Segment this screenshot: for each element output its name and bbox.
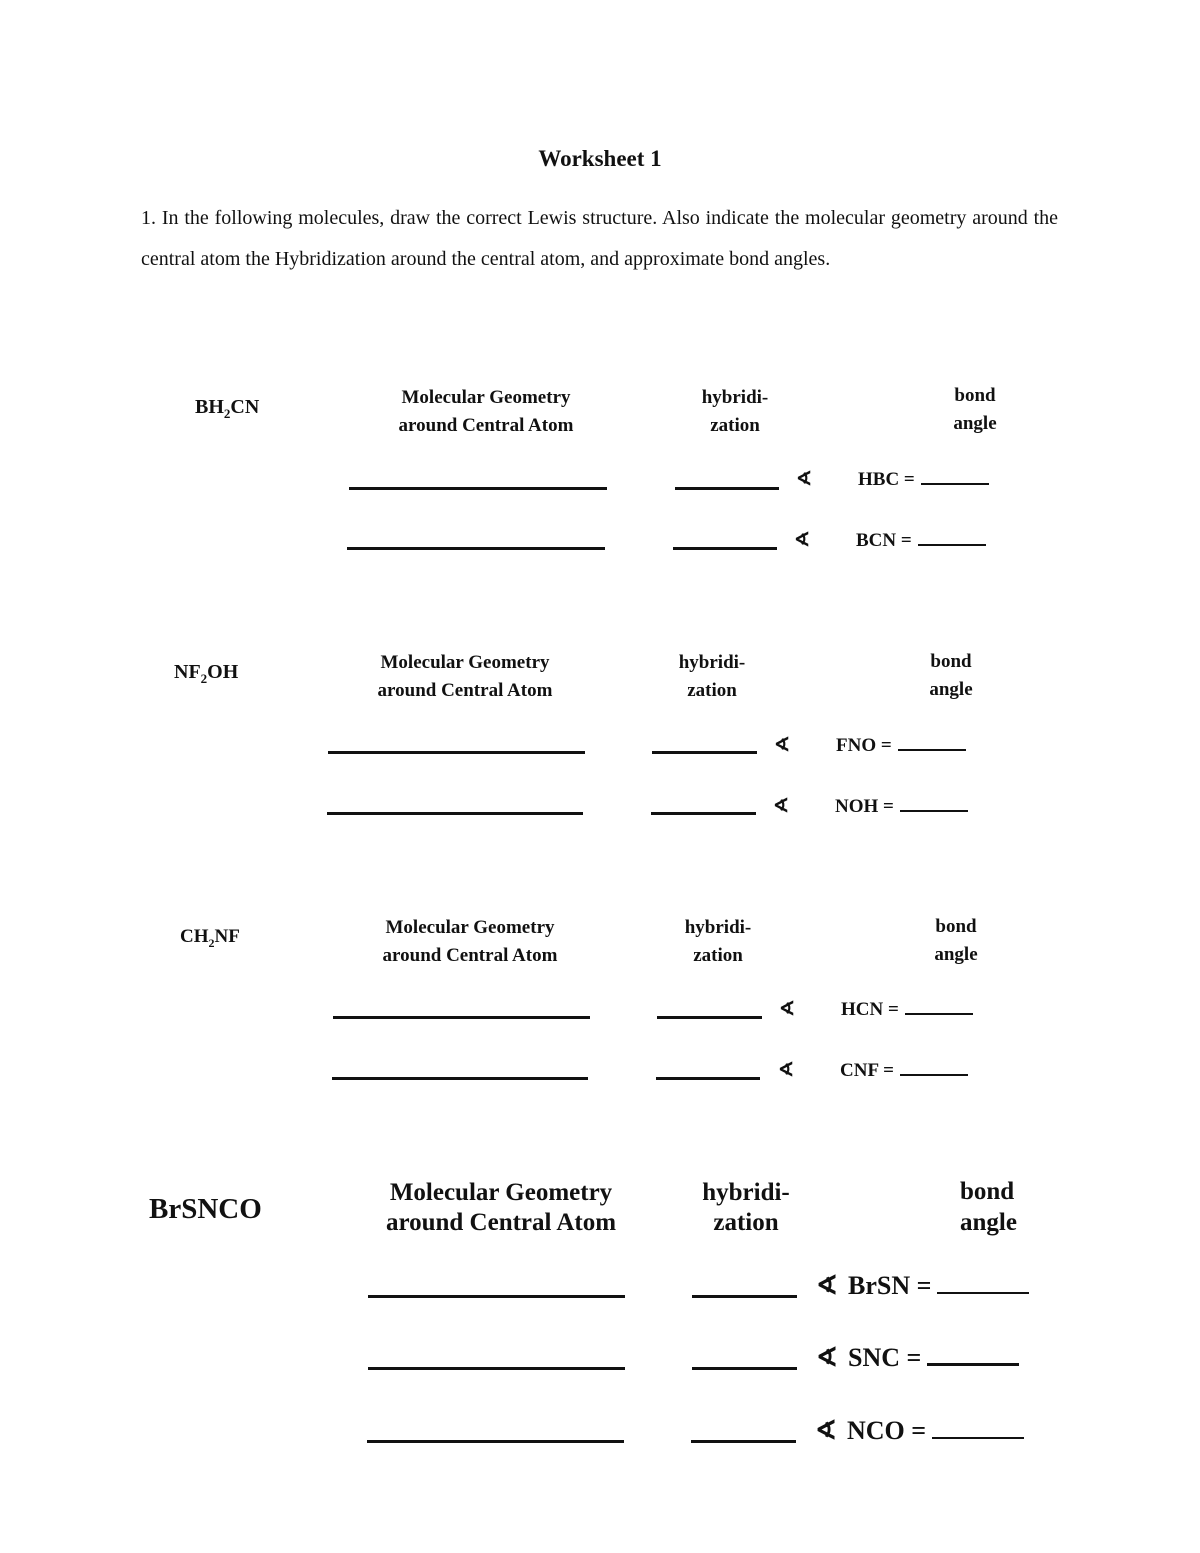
geometry-header: Molecular Geometry around Central Atom	[385, 1179, 617, 1236]
angle-icon: ∢	[796, 469, 812, 490]
bond-angle-label: HCN =	[841, 999, 899, 1020]
bond-angle-row	[816, 1271, 1029, 1301]
geometry-answer-line[interactable]	[368, 1295, 625, 1298]
bond-angle-blank[interactable]	[905, 1013, 973, 1015]
hybridization-answer-line[interactable]	[656, 1077, 760, 1080]
molecule-formula-ch2nf: $CH_2NF$	[180, 926, 240, 950]
hybridization-answer-line[interactable]	[691, 1440, 796, 1443]
bond-angle-label: SNC =	[848, 1343, 922, 1372]
bond-angle-header: bond angle	[929, 651, 973, 700]
bond-angle-row	[796, 468, 989, 491]
angle-icon: ∢	[816, 1271, 838, 1300]
bond-angle-row	[774, 734, 966, 757]
angle-icon: ∢	[774, 735, 790, 756]
geometry-header: Molecular Geometry around Central Atom	[377, 652, 553, 701]
hybridization-answer-line[interactable]	[657, 1016, 762, 1019]
angle-icon: ∢	[773, 796, 789, 817]
bond-angle-row	[773, 795, 968, 818]
bond-angle-label: BCN =	[856, 530, 912, 551]
bond-angle-row	[778, 1059, 968, 1082]
molecule-formula-nf2oh: $NF_2OH$	[174, 661, 239, 686]
bond-angle-blank[interactable]	[937, 1292, 1029, 1294]
hybridization-answer-line[interactable]	[651, 812, 756, 815]
angle-icon: ∢	[794, 530, 810, 551]
bond-angle-blank[interactable]	[921, 483, 989, 485]
bond-angle-row	[779, 998, 973, 1021]
hybridization-header: hybridi- zation	[678, 652, 746, 701]
geometry-answer-line[interactable]	[347, 547, 605, 550]
hybridization-header: hybridi- zation	[702, 1179, 790, 1236]
hybridization-header: hybridi- zation	[684, 917, 752, 966]
bond-angle-blank[interactable]	[900, 1074, 968, 1076]
molecule-formula-brsnco: BrSNCO	[149, 1193, 262, 1225]
hybridization-answer-line[interactable]	[675, 487, 779, 490]
bond-angle-blank[interactable]	[932, 1437, 1024, 1439]
geometry-answer-line[interactable]	[332, 1077, 588, 1080]
bond-angle-blank[interactable]	[918, 544, 986, 546]
geometry-answer-line[interactable]	[367, 1440, 624, 1443]
bond-angle-row	[815, 1416, 1024, 1446]
hybridization-answer-line[interactable]	[652, 751, 757, 754]
geometry-header: Molecular Geometry around Central Atom	[382, 917, 558, 966]
geometry-answer-line[interactable]	[368, 1367, 625, 1370]
bond-angle-row	[794, 529, 986, 552]
instructions-paragraph: 1. In the following molecules, draw the correct Lewis structure. Also indicate the molecular geometry around the central atom the Hybridization around the central atom, and approximate bond angles.	[141, 207, 1058, 270]
angle-icon: ∢	[778, 1060, 794, 1081]
angle-icon: ∢	[815, 1416, 837, 1445]
geometry-answer-line[interactable]	[349, 487, 607, 490]
molecule-formula-bh2cn: $BH_2CN$	[195, 396, 260, 421]
geometry-answer-line[interactable]	[328, 751, 585, 754]
bond-angle-blank[interactable]	[927, 1363, 1019, 1366]
hybridization-answer-line[interactable]	[692, 1367, 797, 1370]
bond-angle-label: BrSN =	[848, 1271, 932, 1300]
bond-angle-header: bond angle	[960, 1178, 1017, 1236]
hybridization-answer-line[interactable]	[673, 547, 777, 550]
hybridization-header: hybridi- zation	[701, 387, 769, 436]
angle-icon: ∢	[816, 1343, 838, 1372]
bond-angle-label: NOH =	[835, 796, 894, 817]
hybridization-answer-line[interactable]	[692, 1295, 797, 1298]
bond-angle-label: FNO =	[836, 735, 892, 756]
geometry-header: Molecular Geometry around Central Atom	[398, 387, 574, 436]
worksheet-title: Worksheet 1	[538, 146, 662, 171]
angle-icon: ∢	[779, 999, 795, 1020]
geometry-answer-line[interactable]	[327, 812, 583, 815]
bond-angle-label: NCO =	[847, 1416, 927, 1445]
bond-angle-row	[816, 1343, 1019, 1373]
bond-angle-blank[interactable]	[898, 749, 966, 751]
bond-angle-blank[interactable]	[900, 810, 968, 812]
bond-angle-label: CNF =	[840, 1060, 894, 1081]
geometry-answer-line[interactable]	[333, 1016, 590, 1019]
bond-angle-header: bond angle	[934, 916, 978, 965]
bond-angle-label: HBC =	[858, 469, 915, 490]
bond-angle-header: bond angle	[953, 385, 997, 434]
